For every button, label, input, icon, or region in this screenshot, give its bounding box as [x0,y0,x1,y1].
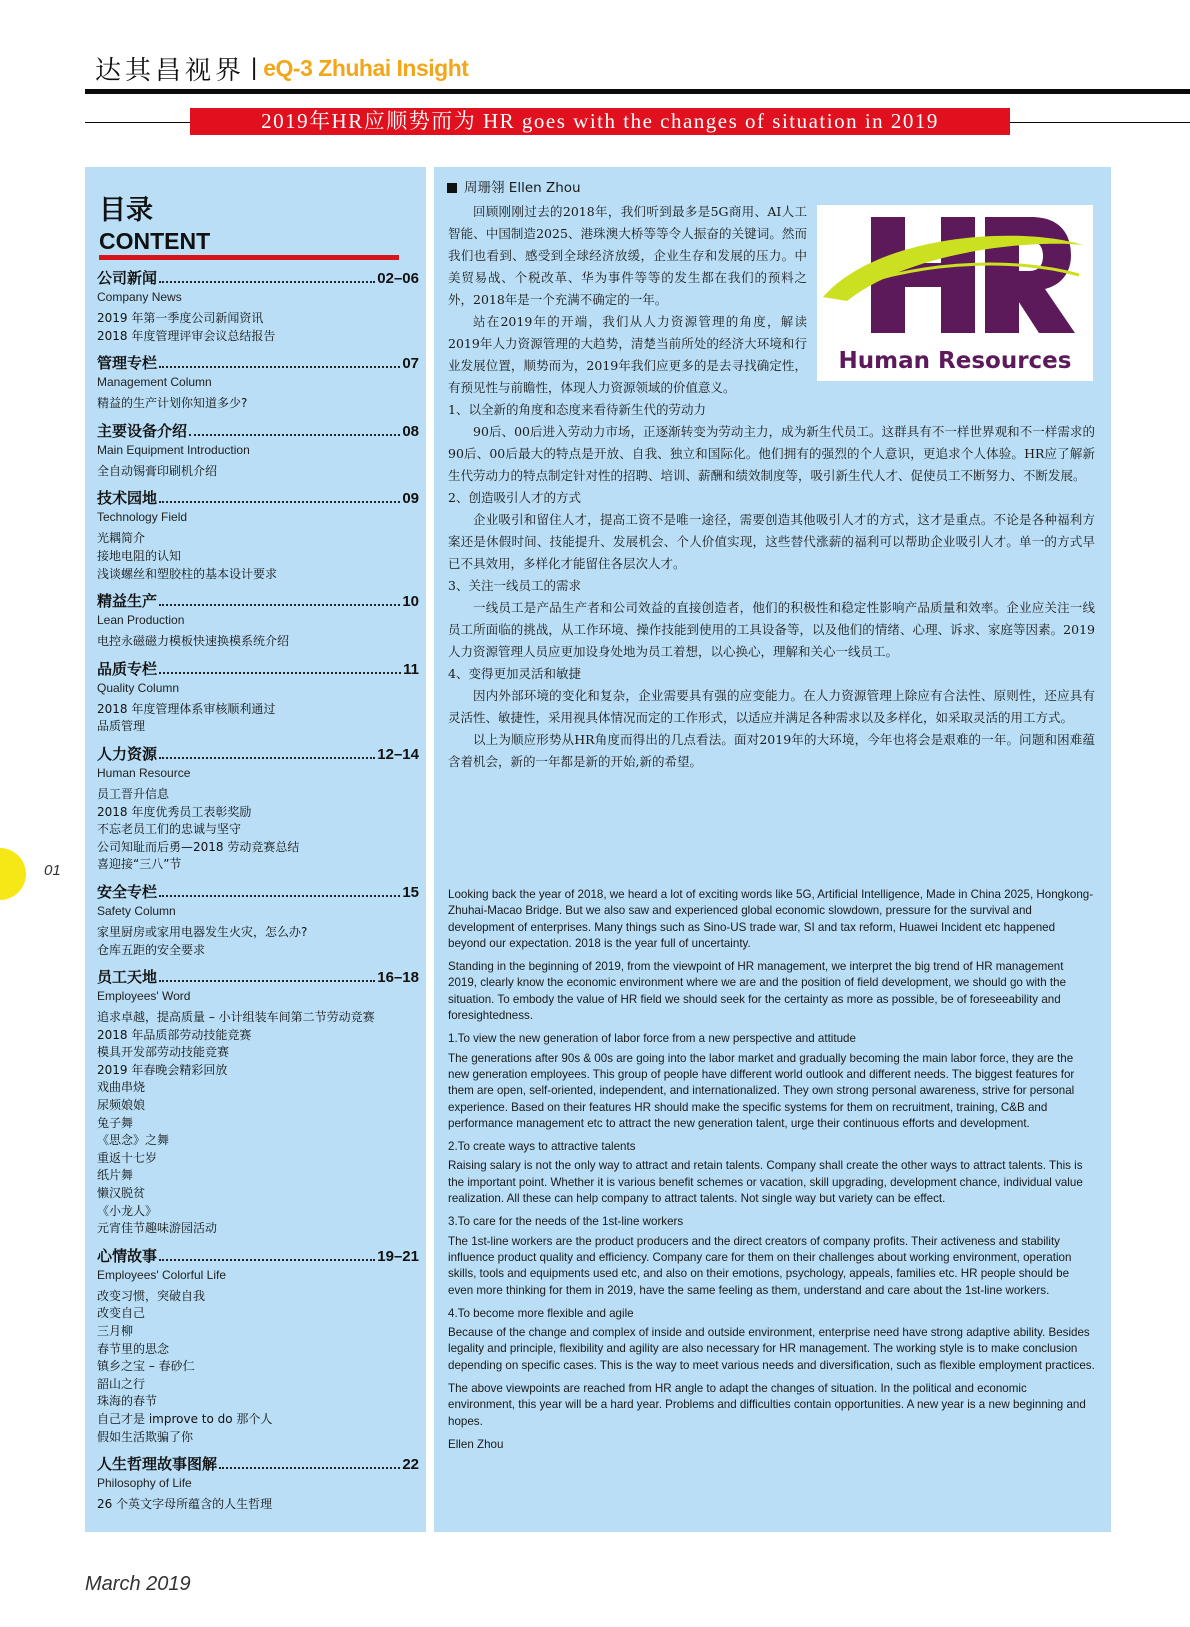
toc-section-title: 品质专栏 [97,659,158,678]
toc-section [97,421,419,481]
toc-heading [99,195,210,255]
cn-paragraph-7: 以上为顺应形势从HR角度而得出的几点看法。面对2019年的大环境，今年也将会是艰难的一年。问题和困难蕴含着机会，新的一年都是新的开始,新的希望。 [448,732,1095,769]
toc-entry: 重返十七岁 [97,1150,158,1165]
toc-entry: 三月柳 [97,1324,134,1338]
toc-section-pages: 11 [403,660,419,678]
toc-section-title: 精益生产 [97,592,158,611]
toc-section-english: Employees' Colorful Life [97,1267,227,1282]
toc-entry: 韶山之行 [97,1376,146,1391]
cn-paragraph-4: 企业吸引和留住人才，提高工资不是唯一途径，需要创造其他吸引人才的方式，这才是重点。不论是各种福利方案还是休假时间、技能提升、发展机会、个人价值实现，这些替代涨薪的福利可以帮助企业吸引人才。单一的方式早已不具效用，多样化才能留住各层次人才。 [448,512,1095,571]
cn-paragraph-3: 90后、00后进入劳动力市场，正逐渐转变为劳动主力，成为新生代员工。这群具有不一样世界观和不一样需求的90后、00后最大的特点是开放、自我、独立和国际化。他们拥有的强烈的个人意识，更追求个人体验。HR应了解新生代劳动力的特点制定针对性的招聘、培训、薪酬和绩效制度等，吸引新生代人才、促使员工不断努力、不断发展。 [448,424,1095,483]
hr-logo-caption: Human Resources [838,348,1072,374]
en-paragraph-7: The above viewpoints are reached from HR angle to adapt the changes of situation. In the political and economic environment, this year will be a hard year. Problems and difficulties contain opportunities. A new year is a new beginning and hopes. [448,1382,1086,1428]
toc-section-english: Quality Column [97,680,180,695]
masthead-separator: | [251,54,258,81]
hr-logo-icon [817,205,1093,381]
toc-entry: 模具开发部劳动技能竞赛 [97,1045,230,1060]
toc-entry: 尿频娘娘 [97,1098,146,1113]
toc-dot-leader [159,980,375,982]
toc-dot-leader [189,434,400,436]
toc-section [97,1246,419,1446]
toc-section-row [97,882,419,903]
toc-section-pages: 09 [402,490,419,508]
square-bullet-icon [447,183,457,193]
toc-entry: 不忘老员工们的忠诚与坚守 [97,822,242,837]
toc-section-title: 主要设备介绍 [97,421,188,440]
en-paragraph-4: Raising salary is not the only way to attract and retain talents. Company shall create the other ways to attract talents. This is the important point. Whether it is various benefit schemes or vacation, skill upgrading, development chance, individual value realization. All these can help company to attract talents. Not single way but variety can be effect. [448,1159,1083,1206]
toc-section-row [97,591,419,612]
toc-section-title: 安全专栏 [97,882,158,901]
toc-entry: 家里厨房或家用电器发生火灾，怎么办? [97,924,308,939]
cn-paragraph-2: 站在2019年的开端，我们从人力资源管理的角度，解读2019年人力资源管理的大趋势，清楚当前所处的经济大环境和行业发展位置，顺势而为，2019年我们应更多的是去寻找确定性，有预见性与前瞻性，体现人力资源领域的价值意义。 [448,314,807,395]
toc-section-english: Management Column [97,375,212,390]
article-panel [434,167,1111,1532]
toc-section-row [97,488,419,509]
masthead-chinese-title: 达其昌视界 [95,55,246,86]
toc-entry: 纸片舞 [97,1168,134,1183]
toc-entry: 2019 年第一季度公司新闻资讯 [97,311,264,325]
toc-entry: 改变自己 [97,1306,146,1321]
toc-section-pages: 22 [402,1456,419,1474]
toc-entry: 公司知耻而后勇—2018 劳动竞赛总结 [97,839,300,854]
toc-entry: 兔子舞 [97,1115,134,1130]
en-paragraph-2: Standing in the beginning of 2019, from the viewpoint of HR management, we interpret the big trend of HR management 2019, clearly know the economic environment where we are and the position of field development, we should go with the situation. To embody the value of HR field we should seek for the certainty as more as possible, be of foreseeability and foresightedness. [448,960,1067,1023]
toc-section [97,591,419,651]
toc-title-underline [99,255,399,260]
toc-entry: 元宵佳节趣味游园活动 [97,1221,218,1236]
en-heading-3: 3.To care for the needs of the 1st-line workers [448,1215,684,1229]
en-heading-4: 4.To become more flexible and agile [448,1306,634,1320]
en-paragraph-5: The 1st-line workers are the product producers and the direct creators of company profits. Their activeness and stability influence product quality and efficiency. Company care for them on their challenges about working environment, operation skills, tools and equipments used etc, and also on their emotions, psychology, appeals, families etc. HR people should be even more thinking for them in 2019, have the same feeling as them, understand and care about the 1st-line workers. [448,1234,1072,1297]
toc-entry: 《思念》之舞 [97,1133,170,1148]
toc-section-pages: 15 [402,883,419,901]
cn-heading-3: 3、关注一线员工的需求 [448,578,581,593]
toc-section-pages: 02–06 [377,270,419,287]
toc-entry: 2018 年度管理评审会议总结报告 [97,328,276,343]
toc-section-english: Philosophy of Life [97,1476,192,1491]
chinese-article-body [448,201,1095,773]
issue-date: March 2019 [85,1573,191,1595]
english-article-body [448,887,1095,1460]
masthead-english-title: eQ-3 Zhuhai Insight [263,54,469,81]
toc-entry: 《小龙人》 [97,1203,158,1218]
toc-section-title: 技术园地 [97,489,158,508]
cn-paragraph-1: 回顾刚刚过去的2018年，我们听到最多是5G商用、AI人工智能、中国制造2025、港珠澳大桥等等令人振奋的关键词。然而我们也看到、感受到全球经济放缓，企业生存和发展的压力。中美贸易战、个税改革、华为事件等等的发生都在我们的预料之外，2018年是一个充满不确定的一年。 [448,204,807,307]
toc-entry: 懒汉脱贫 [97,1186,146,1201]
toc-entry: 追求卓越，提高质量 – 小计组装车间第二节劳动竞赛 [97,1010,375,1025]
toc-section-title: 心情故事 [97,1246,158,1265]
toc-dot-leader [159,757,375,759]
author-name: 周珊翎 Ellen Zhou [464,180,581,196]
toc-section [97,268,419,345]
toc-section-pages: 19–21 [377,1247,419,1265]
toc-dot-leader [159,672,401,674]
cn-paragraph-6: 因内外部环境的变化和复杂，企业需要具有强的应变能力。在人力资源管理上除应有合法性、原则性，还应具有灵活性、敏捷性，采用视具体情况而定的工作形式，以适应并满足各种需求以及多样化，如采取灵活的用工方式。 [448,688,1095,725]
toc-entry: 镇乡之宝 – 春砂仁 [97,1359,195,1374]
toc-entry: 2019 年春晚会精彩回放 [97,1062,228,1077]
article-banner: 2019年HR应顺势而为 HR goes with the changes of situation in 2019 [190,108,1010,135]
page-number: 01 [44,862,61,879]
toc-entry: 光耦简介 [97,531,146,546]
toc-section [97,1454,419,1514]
toc-section-english: Safety Column [97,903,176,918]
toc-entry: 假如生活欺骗了你 [97,1429,194,1444]
en-heading-2: 2.To create ways to attractive talents [448,1140,636,1154]
cn-paragraph-5: 一线员工是产品生产者和公司效益的直接创造者，他们的积极性和稳定性影响产品质量和效率。企业应关注一线员工所面临的挑战，从工作环境、操作技能到使用的工具设备等，以及他们的情绪、心理、诉求、家庭等因素。2019人力资源管理人员应更加设身处地为员工着想，以心换心，理解和关心一线员工。 [448,600,1095,659]
toc-section-row [97,1454,419,1475]
toc-section-english: Technology Field [97,510,188,525]
toc-entry: 26 个英文字母所蕴含的人生哲理 [97,1497,273,1512]
toc-section-pages: 10 [402,593,419,611]
toc-section-pages: 12–14 [377,745,419,763]
author-byline [447,179,581,197]
en-paragraph-1: Looking back the year of 2018, we heard a lot of exciting words like 5G, Artificial Intelligence, Made in China 2025, Hongkong-Zhuhai-Macao Bridge. But we also saw and experienced global economic slowdown, pressure for the survival and development of enterprises. Many things such as Sino-US trade war, SI and tax reform, Huawei Incident etc happened beyond our expectation. 2018 is the year full of uncertainty. [448,888,1094,950]
toc-entry: 电控永磁磁力模板快速换模系统介绍 [97,634,290,649]
toc-list [97,268,419,1522]
toc-entry: 春节里的思念 [97,1341,170,1356]
toc-entry: 喜迎接“三八”节 [97,857,182,872]
en-heading-1: 1.To view the new generation of labor force from a new perspective and attitude [448,1032,856,1046]
cn-heading-4: 4、变得更加灵活和敏捷 [448,666,581,681]
toc-section-english: Main Equipment Introduction [97,442,250,457]
masthead [95,48,468,88]
toc-entry: 接地电阻的认知 [97,548,182,563]
en-paragraph-3: The generations after 90s & 00s are going into the labor market and gradually becoming the main labor force, they are the new generation employees. This group of people have different world outlook and different needs. The biggest features for them are open, self-oriented, independent, and internationalized. They own strong personal awareness, strive for personal experience. Based on their features HR should make the specific systems for them on recruitment, training, C&B and performance management etc to attract the new generation talent, urge their continuous efforts and development. [448,1051,1075,1130]
toc-section [97,659,419,736]
toc-dot-leader [159,281,375,283]
toc-entry: 品质管理 [97,719,146,734]
toc-dot-leader [159,501,400,503]
en-paragraph-6: Because of the change and complex of inside and outside environment, enterprise need have strong adaptive ability. Besides legality and principle, flexibility and agility are also necessary for HR management. The working style is to make conclusion depending on specific cases. This is the way to meet various needs and diversification, such as flexible employment practices. [448,1326,1095,1372]
toc-panel [85,167,426,1532]
toc-dot-leader [159,366,400,368]
toc-section-english: Company News [97,290,182,304]
toc-entry: 浅谈螺丝和塑胶柱的基本设计要求 [97,566,278,581]
page-marker-dot [0,848,26,900]
toc-title-chinese: 目录 [99,195,153,226]
toc-section [97,744,419,874]
toc-entry: 自己才是 improve to do 那个人 [97,1411,273,1426]
toc-section [97,967,419,1238]
toc-section-row [97,659,419,680]
toc-entry: 2018 年度管理体系审核顺利通过 [97,701,276,716]
toc-section-title: 人生哲理故事图解 [97,1455,218,1474]
toc-dot-leader [159,604,400,606]
toc-section-row [97,421,419,442]
toc-section [97,353,419,413]
toc-section-title: 管理专栏 [97,354,158,373]
cn-heading-2: 2、创造吸引人才的方式 [448,490,581,505]
toc-entry: 戏曲串烧 [97,1080,146,1095]
toc-section-row [97,967,419,988]
toc-section-title: 员工天地 [97,968,158,987]
toc-entry: 仓库五距的安全要求 [97,942,206,957]
toc-entry: 2018 年度优秀员工表彰奖励 [97,804,252,819]
toc-section-row [97,353,419,374]
toc-entry: 2018 年品质部劳动技能竞赛 [97,1027,252,1042]
toc-section-row [97,1246,419,1267]
toc-dot-leader [159,895,400,897]
toc-section-pages: 08 [402,422,419,440]
toc-section-pages: 07 [402,355,419,373]
toc-title-english: CONTENT [99,228,211,254]
header-thick-rule [85,89,1190,94]
toc-section-row [97,744,419,765]
toc-entry: 精益的生产计划你知道多少? [97,396,248,411]
toc-section-pages: 16–18 [377,969,419,987]
toc-entry: 全自动锡膏印刷机介绍 [97,463,218,478]
cn-heading-1: 1、以全新的角度和态度来看待新生代的劳动力 [448,402,706,417]
toc-section [97,488,419,583]
toc-entry: 珠海的春节 [97,1394,158,1409]
toc-section-title: 公司新闻 [97,269,158,287]
toc-dot-leader [159,1259,375,1261]
toc-entry: 员工晋升信息 [97,786,170,801]
toc-section-row [97,268,419,289]
toc-section-english: Employees' Word [97,989,191,1004]
toc-section-english: Human Resource [97,765,191,780]
toc-dot-leader [219,1467,400,1469]
en-signature: Ellen Zhou [448,1437,504,1451]
toc-entry: 改变习惯，突破自我 [97,1288,206,1303]
hr-logo-graphic [817,205,1093,381]
toc-section-title: 人力资源 [97,744,158,763]
toc-section [97,882,419,959]
toc-section-english: Lean Production [97,613,185,628]
